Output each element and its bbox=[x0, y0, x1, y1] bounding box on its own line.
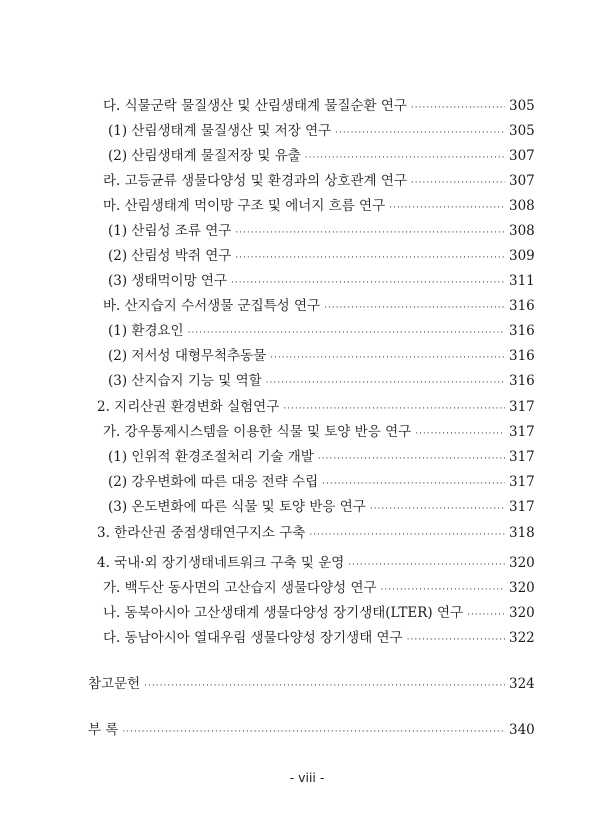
leader-dots bbox=[370, 500, 505, 518]
toc-entry-page: 317 bbox=[509, 499, 535, 515]
leader-dots bbox=[231, 274, 505, 292]
toc-entry[interactable] bbox=[108, 222, 533, 242]
toc-entry-page: 340 bbox=[509, 722, 535, 738]
leader-dots bbox=[381, 581, 505, 599]
toc-entry-label: 3. 한라산권 중점생태연구지소 구축 bbox=[97, 525, 306, 541]
toc-entry-page: 317 bbox=[509, 399, 535, 415]
toc-entry-page: 309 bbox=[509, 248, 535, 264]
toc-entry[interactable] bbox=[108, 247, 533, 267]
leader-dots bbox=[144, 677, 505, 695]
leader-dots bbox=[322, 475, 505, 493]
toc-entry[interactable] bbox=[97, 398, 533, 418]
toc-entry-label: (3) 온도변화에 따른 식물 및 토양 반응 연구 bbox=[108, 499, 366, 515]
leader-dots bbox=[188, 324, 505, 342]
toc-entry-label: 라. 고등균류 생물다양성 및 환경과의 상호관계 연구 bbox=[103, 173, 407, 189]
toc-entry-page: 320 bbox=[509, 580, 535, 596]
toc-entry[interactable] bbox=[108, 498, 533, 518]
toc-entry-page: 305 bbox=[509, 98, 535, 114]
leader-dots bbox=[305, 149, 505, 167]
toc-entry-label: (1) 인위적 환경조절처리 기술 개발 bbox=[108, 449, 314, 465]
toc-entry-label: 2. 지리산권 환경변화 실험연구 bbox=[97, 399, 280, 415]
leader-dots bbox=[235, 249, 505, 267]
toc-entry-label: (2) 저서성 대형무척추동물 bbox=[108, 348, 267, 364]
toc-entry-label: 가. 강우통제시스템을 이용한 식물 및 토양 반응 연구 bbox=[103, 424, 412, 440]
toc-entry[interactable] bbox=[108, 272, 533, 292]
toc-entry-label: (1) 환경요인 bbox=[108, 323, 184, 339]
toc-entry-label: (2) 강우변화에 따른 대응 전략 수립 bbox=[108, 474, 319, 490]
leader-dots bbox=[309, 526, 505, 544]
leader-dots bbox=[270, 349, 505, 367]
toc-entry-label: (1) 산림생태계 물질생산 및 저장 연구 bbox=[108, 123, 332, 139]
leader-dots bbox=[415, 425, 505, 443]
toc-entry[interactable] bbox=[103, 172, 533, 192]
leader-dots bbox=[411, 174, 505, 192]
toc-entry-page: 307 bbox=[509, 148, 535, 164]
toc-entry-page: 316 bbox=[509, 373, 535, 389]
toc-entry-label: 다. 식물군락 물질생산 및 산림생태계 물질순환 연구 bbox=[103, 98, 407, 114]
toc-entry-label: (3) 산지습지 기능 및 역할 bbox=[108, 373, 262, 389]
toc-entry-label: 마. 산림생태계 먹이망 구조 및 에너지 흐름 연구 bbox=[103, 198, 386, 214]
toc-entry-page: 308 bbox=[509, 198, 535, 214]
toc-entry[interactable] bbox=[108, 473, 533, 493]
toc-entry-label: 참고문헌 bbox=[88, 676, 141, 692]
toc-entry-page: 316 bbox=[509, 298, 535, 314]
toc-entry-label: (3) 생태먹이망 연구 bbox=[108, 273, 227, 289]
toc-entry-page: 320 bbox=[509, 605, 535, 621]
toc-entry-page: 317 bbox=[509, 449, 535, 465]
toc-entry[interactable] bbox=[108, 147, 533, 167]
toc-entry-label: 가. 백두산 동사면의 고산습지 생물다양성 연구 bbox=[103, 580, 377, 596]
toc-entry-page: 317 bbox=[509, 474, 535, 490]
toc-entry-page: 311 bbox=[509, 273, 535, 289]
leader-dots bbox=[324, 299, 505, 317]
toc-entry-label: (1) 산림성 조류 연구 bbox=[108, 223, 232, 239]
toc-entry-page: 322 bbox=[509, 630, 535, 646]
toc-entry-page: 324 bbox=[509, 676, 535, 692]
toc-entry-page: 307 bbox=[509, 173, 535, 189]
toc-entry[interactable] bbox=[108, 347, 533, 367]
leader-dots bbox=[407, 631, 505, 649]
leader-dots bbox=[235, 224, 505, 242]
toc-entry-appendix[interactable] bbox=[88, 721, 533, 741]
leader-dots bbox=[283, 400, 505, 418]
toc-entry-page: 317 bbox=[509, 424, 535, 440]
leader-dots bbox=[348, 556, 505, 574]
leader-dots bbox=[389, 199, 505, 217]
leader-dots bbox=[411, 99, 505, 117]
toc-entry[interactable] bbox=[108, 322, 533, 342]
toc-entry-label: 나. 동북아시아 고산생태계 생물다양성 장기생태(LTER) 연구 bbox=[103, 605, 464, 621]
toc-entry[interactable] bbox=[103, 297, 533, 317]
leader-dots bbox=[122, 723, 505, 741]
toc-entry[interactable] bbox=[108, 372, 533, 392]
toc-entry-label: 다. 동남아시아 열대우림 생물다양성 장기생태 연구 bbox=[103, 630, 403, 646]
toc-entry-label: (2) 산림성 박쥐 연구 bbox=[108, 248, 232, 264]
toc-entry-page: 316 bbox=[509, 323, 535, 339]
toc-entry-label: (2) 산림생태계 물질저장 및 유출 bbox=[108, 148, 301, 164]
toc-entry[interactable] bbox=[103, 579, 533, 599]
toc-entry-page: 316 bbox=[509, 348, 535, 364]
toc-entry-page: 305 bbox=[509, 123, 535, 139]
toc-entry-page: 318 bbox=[509, 525, 535, 541]
toc-entry[interactable] bbox=[103, 97, 533, 117]
toc-entry-label: 부 록 bbox=[88, 722, 119, 738]
leader-dots bbox=[266, 374, 505, 392]
leader-dots bbox=[467, 606, 505, 624]
toc-entry[interactable] bbox=[103, 197, 533, 217]
toc-entry-label: 바. 산지습지 수서생물 군집특성 연구 bbox=[103, 298, 321, 314]
leader-dots bbox=[318, 450, 505, 468]
toc-entry-page: 308 bbox=[509, 223, 535, 239]
toc-entry[interactable] bbox=[97, 524, 533, 544]
toc-entry-page: 320 bbox=[509, 555, 535, 571]
toc-entry[interactable] bbox=[97, 554, 533, 574]
page-number: - viii - bbox=[289, 770, 325, 785]
toc-entry[interactable] bbox=[108, 448, 533, 468]
toc-entry[interactable] bbox=[103, 604, 533, 624]
toc-entry-references[interactable] bbox=[88, 675, 533, 695]
toc-entry[interactable] bbox=[103, 629, 533, 649]
leader-dots bbox=[335, 124, 505, 142]
toc-entry[interactable] bbox=[103, 423, 533, 443]
toc-entry-label: 4. 국내·외 장기생태네트워크 구축 및 운영 bbox=[97, 555, 345, 571]
toc-entry[interactable] bbox=[108, 122, 533, 142]
